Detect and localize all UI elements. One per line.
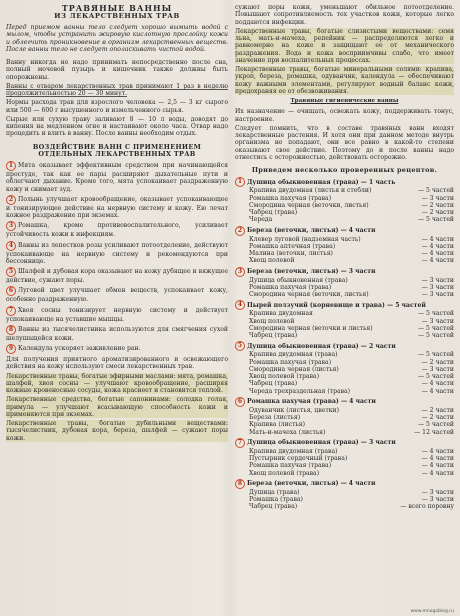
- ingredient-name: Чабрец (трава): [249, 380, 298, 388]
- herb-effect-item: [6, 325, 228, 342]
- section-heading: ВОЗДЕЙСТВИЕ ВАНН С ПРИМЕНЕНИЕМ ОТДЕЛЬНЫХ ЛЕКАРСТВЕННЫХ ТРАВ: [32, 142, 202, 158]
- recipe-title-text: Пырей ползучий (корневище и трава) — 5 частей: [247, 301, 426, 309]
- ingredient-amount: — 2 части: [421, 406, 454, 414]
- ingredient-amount: — 2 части: [421, 209, 454, 216]
- ingredient-row: [235, 366, 454, 373]
- ingredient-amount: — 3 части: [421, 291, 454, 298]
- ingredient-row: [235, 380, 454, 387]
- ingredient-row: [235, 351, 454, 358]
- recipe-number: 5: [235, 341, 245, 351]
- recipes-list: [235, 177, 454, 510]
- paragraph: Ванну никогда не надо принимать непосредственно после сна, полный мочевой пузырь и кишечник также должны быть опорожнены.: [6, 59, 228, 81]
- ingredient-amount: — 4 части: [421, 462, 454, 470]
- ingredient-row: [235, 421, 454, 428]
- ingredient-amount: — 3 части: [421, 365, 454, 373]
- ingredient-row: [235, 470, 454, 477]
- ingredient-name: Череда: [249, 216, 273, 224]
- herb-effect-item: [6, 286, 228, 303]
- ingredient-row: [235, 332, 454, 339]
- left-column: [6, 4, 228, 444]
- item-text: Мята оказывает эффективным средством при начинающейся простуде, так как ее пары расширяют дыхательные пути и облегчают дыхание. Кроме того, мята успокаивает раздраженную кожу и снимает зуд.: [6, 162, 228, 193]
- ingredient-name: Смородина черная (листья): [249, 365, 339, 373]
- recipe: [235, 397, 454, 436]
- ingredient-amount: — 4 части: [421, 257, 454, 265]
- ingredient-amount: — 5 частей: [418, 421, 454, 429]
- ingredient-amount: — 5 частей: [418, 332, 454, 339]
- paragraph: Лекарственные травы, богатые слизистыми веществами: семя льна, мать-и-мачеха, репейник — распределяются легко и равномерно на коже и защищают ее от механического раздражения. Вода и кожа восприимчивы слабо, что имеет значение при воспалительных процессах.: [235, 27, 454, 64]
- ingredient-row: [235, 429, 454, 436]
- paragraph: Следует помнить, что в составе травяных ванн входят лекарственные растения. И хотя они при данном методе внутрь организма не попадают, они все равно в какой-то степени оказывают свое действие. Поэтому до и после ванны надо отнестись с осторожностью, действовать осторожно.: [235, 124, 454, 161]
- recipe-title-text: Душица обыкновенная (трава) — 2 части: [247, 342, 396, 350]
- ingredient-row: [235, 216, 454, 223]
- item-number: 2: [6, 195, 16, 205]
- ingredient-amount: — 4 части: [421, 455, 454, 462]
- ingredient-row: [235, 414, 454, 421]
- recipe-number: 4: [235, 300, 245, 310]
- recipe-title: [235, 341, 454, 351]
- recipe-title: [235, 479, 454, 489]
- item-number: 3: [6, 221, 16, 231]
- ingredient-name: Душица обыкновенная (трава): [249, 276, 348, 284]
- ingredient-amount: — 5 частей: [418, 373, 454, 380]
- ingredient-amount: — 12 частей: [414, 428, 454, 436]
- recipe-number: 1: [235, 177, 245, 187]
- herb-effect-item: [6, 267, 228, 284]
- ingredient-row: [235, 407, 454, 414]
- herb-effect-item: [6, 195, 228, 220]
- ingredient-name: Ромашка пахучая (трава): [249, 283, 332, 291]
- recipe-number: 6: [235, 397, 245, 407]
- herb-effect-item: [6, 161, 228, 193]
- item-text: Ванны из лепестков розы усиливают потоотделение, действуют успокаивающе на нервную систему и рекомендуются при бессоннице.: [6, 241, 228, 265]
- ingredient-row: [235, 325, 454, 332]
- ingredient-row: [235, 257, 454, 264]
- ingredient-amount: — 4 части: [421, 380, 454, 388]
- ingredient-amount: — 3 части: [421, 488, 454, 496]
- ingredient-name: Малина (веточки, листья): [249, 250, 333, 257]
- ingredient-row: [235, 388, 454, 395]
- item-number: 9: [6, 344, 16, 354]
- recipe: [235, 438, 454, 477]
- site-watermark: www.mnogoblog.ru: [410, 609, 454, 614]
- paragraph: Лекарственные травы, богатые дубильными веществами: тысячелистник, дубовая кора, береза, шалфей — сужают поры кожи.: [6, 420, 228, 442]
- ingredient-name: Крапива двудомная: [249, 310, 313, 318]
- recipe-title: [235, 397, 454, 407]
- article-title: ТРАВЯНЫЕ ВАННЫ: [61, 3, 173, 13]
- recipe-title: [235, 177, 454, 187]
- ingredient-amount: — 2 части: [421, 201, 454, 209]
- recipe-title-text: Береза (веточки, листья) — 3 части: [247, 267, 376, 275]
- ingredient-name: Хвощ полевой: [249, 257, 295, 265]
- recipe-title-text: Ромашка пахучая (трава) — 4 части: [247, 398, 376, 406]
- ingredient-name: Ромашка аптечная (трава): [249, 242, 336, 250]
- recipe-title-text: Береза (веточки, листья) — 4 части: [247, 480, 376, 488]
- ingredient-row: [235, 448, 454, 455]
- ingredient-name: Хвощ полевой (трава): [249, 469, 320, 477]
- paragraph: сужают поры кожи, уменьшают обильное потоотделение. Повышают сопротивляемость тех участков кожи, которые легко поддаются инфекции.: [235, 4, 454, 26]
- recipe-number: 7: [235, 438, 245, 448]
- ingredient-row: [235, 496, 454, 503]
- ingredient-row: [235, 195, 454, 202]
- ingredient-name: Ромашка пахучая (трава): [249, 194, 332, 202]
- herb-effect-item: [6, 241, 228, 266]
- ingredient-amount: — 4 части: [421, 387, 454, 395]
- ingredient-name: Хвощ полевой (трава): [249, 373, 320, 380]
- ingredient-name: Крапива двудомная (трава): [249, 351, 338, 359]
- ingredient-amount: — 3 части: [421, 317, 454, 325]
- recipe: [235, 300, 454, 339]
- ingredient-amount: — 5 частей: [418, 187, 454, 195]
- ingredient-row: [235, 310, 454, 317]
- recipe: [235, 479, 454, 511]
- ingredient-name: Ромашка пахучая (трава): [249, 462, 332, 470]
- ingredient-amount: — 3 части: [421, 276, 454, 284]
- paragraph: Лекарственные травы, богатые эфирными маслами: мята, ромашка, шалфей, хвоя сосны — улучшают кровообращение, расширяя кожные кровеносные сосуды, кожа краснеет и становится теплой.: [6, 372, 228, 395]
- ingredient-name: Пустырник сердечный (трава): [249, 455, 348, 462]
- ingredient-name: Крапива (листья): [249, 421, 306, 429]
- ingredient-amount: — 5 частей: [418, 324, 454, 332]
- item-number: 1: [6, 161, 16, 171]
- ingredient-name: Клевер луговой (надземная часть): [249, 235, 361, 243]
- recipe-number: 3: [235, 267, 245, 277]
- ingredient-name: Одуванчик (листья, цветки): [249, 406, 339, 414]
- recipe: [235, 267, 454, 299]
- ingredient-row: [235, 209, 454, 216]
- paragraph: Сырые или сухую траву заливают 8 — 10 л воды, доводят до кипения на медленном огне и настаивают около часа. Отвар надо процедить и влить в ванну. После ванны необходим отдых.: [6, 115, 228, 138]
- recipe: [235, 226, 454, 265]
- item-number: 6: [6, 286, 16, 296]
- intro-text: Перед приемом ванны тело следует хорошо вымыть водой с мылом, чтобы устранить жировую кислотную прослойку кожи и облегчить проникновение в организм лекарственных веществ. После ванны тело не следует ополаскивать чистой водой.: [6, 24, 228, 53]
- recipe-number: 2: [235, 226, 245, 236]
- recipe-title: [235, 226, 454, 236]
- ingredient-amount: — 2 части: [421, 414, 454, 421]
- recipe-title: [235, 300, 454, 310]
- ingredient-amount: — 4 части: [421, 250, 454, 257]
- ingredient-row: [235, 291, 454, 298]
- paragraph: Их назначение — очищать, освежать кожу, поддерживать тонус, настроение.: [235, 108, 454, 123]
- paragraph: Нормы расхода трав для взрослого человека — 2,5 — 3 кг сырого или 500 — 600 г высушенного и измельченного сырья.: [6, 99, 228, 114]
- article-subtitle: ИЗ ЛЕКАРСТВЕННЫХ ТРАВ: [54, 12, 180, 20]
- recipe-title: [235, 438, 454, 448]
- ingredient-row: [235, 187, 454, 194]
- ingredient-row: [235, 243, 454, 250]
- ingredient-amount: — 4 части: [421, 235, 454, 243]
- ingredient-name: Чабрец (трава): [249, 332, 298, 339]
- ingredient-name: Смородина черная (веточки и листья): [249, 324, 373, 332]
- ingredient-name: Чабрец (трава): [249, 209, 298, 216]
- ingredient-name: Береза (листья): [249, 414, 301, 421]
- ingredient-row: [235, 462, 454, 469]
- recipe: [235, 341, 454, 395]
- ingredient-row: [235, 318, 454, 325]
- ingredient-name: Чабрец (трава): [249, 503, 298, 511]
- ingredient-name: Хвощ полевой: [249, 317, 295, 325]
- ingredient-name: Череда трехраздельная (трава): [249, 387, 351, 395]
- recipes-heading: Приведем несколько проверенных рецептов.: [251, 166, 438, 174]
- ingredient-name: Мать-и-мачеха (листья): [249, 428, 326, 436]
- item-number: 8: [6, 325, 16, 335]
- ingredient-amount: — 3 части: [421, 194, 454, 202]
- ingredient-row: [235, 284, 454, 291]
- ingredient-name: Душица (трава): [249, 488, 300, 496]
- recipe-title-text: Душица обыкновенная (трава) — 3 части: [247, 439, 396, 447]
- ingredient-amount: — 5 частей: [418, 216, 454, 224]
- item-text: Ванны из тысячелистника используются для смягчения сухой шелушащейся кожи.: [6, 325, 228, 342]
- herb-effect-item: [6, 344, 228, 354]
- paragraph: Лекарственные средства, богатые сапонинами: солодка голая, примула — улучшают всасывающую способность кожи и применяются при экземах.: [6, 396, 228, 418]
- item-text: Шалфей и дубовая кора оказывают на кожу дубящее и вяжущее действие, сужают поры.: [6, 268, 228, 285]
- ingredient-row: [235, 359, 454, 366]
- item-text: Луговой цвет улучшает обмен веществ, успокаивает кожу, особенно раздраженную.: [6, 287, 228, 304]
- ingredient-row: [235, 455, 454, 462]
- right-column: [235, 4, 454, 511]
- herb-effects-list: [6, 161, 228, 354]
- item-text: Полынь улучшает кровообращение, оказывает успокаивающее и тонизирующее действие на нервную систему и кожу. Ею лечат кожное раздражение при экземах.: [6, 195, 228, 220]
- recipe-title-text: Береза (веточки, листья) — 4 части: [247, 226, 376, 234]
- recipe: [235, 177, 454, 223]
- ingredient-amount: — 5 частей: [418, 310, 454, 318]
- ingredient-row: [235, 250, 454, 257]
- recipe-number: 8: [235, 479, 245, 489]
- recipe-title: [235, 267, 454, 277]
- paragraph: Ванны с отваром лекарственных трав принимают 1 раз в неделю продолжительностью 20 — 30 минут.: [6, 82, 228, 98]
- item-number: 7: [6, 306, 16, 316]
- paragraph: Лекарственные травы, богатые минеральными солями: крапива, укроп, береза, ромашка, одуванчик, календула — обеспечивают кожу важными элементами, регулируют водный баланс кожи, предохраняя ее от обезвоживания.: [235, 66, 454, 95]
- ingredient-name: Крапива двудомная (листья и стебли): [249, 187, 372, 195]
- ingredient-name: Смородина черная (веточки, листья): [249, 201, 369, 209]
- subsection-heading: Травяные гигиенические ванны: [290, 98, 399, 104]
- ingredient-row: [235, 373, 454, 380]
- ingredient-amount: — 3 части: [421, 496, 454, 503]
- item-text: Ромашка, кроме противовоспалительного, усиливает устойчивость кожи к инфекциям.: [6, 222, 228, 239]
- item-text: Календула ускоряет заживление ран.: [18, 345, 141, 353]
- ingredient-name: Крапива двудомная (трава): [249, 447, 338, 455]
- ingredient-row: [235, 489, 454, 496]
- ingredient-amount: — 2 части: [421, 358, 454, 366]
- ingredient-row: [235, 277, 454, 284]
- ingredient-name: Ромашка (трава): [249, 496, 303, 503]
- ingredient-amount: — 4 части: [421, 447, 454, 455]
- item-text: Хвоя сосны тонизирует нервную систему и действует успокаивающе на уставшие мышцы.: [6, 306, 228, 323]
- ingredient-amount: — 4 части: [421, 469, 454, 477]
- ingredient-row: [235, 202, 454, 209]
- paragraph: Для получения приятного ароматизированного и освежающего действия на кожу используют смеси лекарственных трав.: [6, 356, 228, 371]
- ingredient-amount: — 3 части: [421, 283, 454, 291]
- item-number: 5: [6, 267, 16, 277]
- recipe-title-text: Душица обыкновенная (трава) — 1 часть: [247, 178, 396, 186]
- ingredient-row: [235, 236, 454, 243]
- ingredient-name: Ромашка пахучая (трава): [249, 358, 332, 366]
- ingredient-row: [235, 503, 454, 510]
- ingredient-name: Смородина черная (веточки, листья): [249, 291, 369, 298]
- herb-effect-item: [6, 306, 228, 323]
- ingredient-amount: — 5 частей: [418, 351, 454, 359]
- item-number: 4: [6, 241, 16, 251]
- ingredient-amount: — 4 части: [421, 242, 454, 250]
- ingredient-amount: — всего поровну: [400, 503, 454, 511]
- herb-effect-item: [6, 221, 228, 238]
